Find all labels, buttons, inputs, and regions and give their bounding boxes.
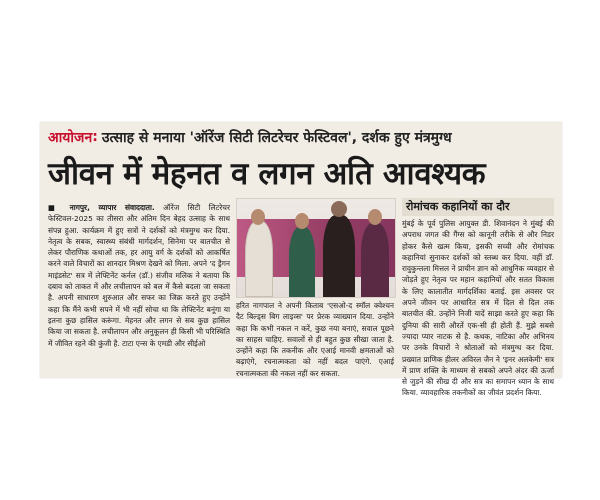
photo-person bbox=[245, 221, 273, 297]
right-column-subheading: रोमांचक कहानियों का दौर bbox=[402, 198, 554, 216]
kicker-label: आयोजन bbox=[48, 129, 93, 146]
photo-person bbox=[289, 227, 315, 297]
right-column bbox=[402, 198, 554, 398]
event-photo bbox=[236, 198, 396, 298]
photo-person-head bbox=[295, 213, 309, 229]
middle-column: हरित नागपाल ने अपनी किताब 'एसओ-द स्मॉल क्वेश्चन दैट बिल्ड्स बिग लाइव्स' पर प्रेरक व्याख्यान दिया. उन्होंने कहा कि कभी नकल न करें, कुछ नया बनाएं, सवाल पूछने का साहस चाहिए. सवालों से ही बहुत कुछ सीखा जाता है. उन्होंने कहा कि तकनीक और एआई मानवी क्षमताओं को बढ़ाएंगे, रचनात्मकता को नहीं बदल पाएंगे. एआई रचनात्मकता की नकल नहीं कर सकता. bbox=[236, 301, 394, 378]
kicker-separator: : bbox=[92, 129, 98, 145]
photo-person-head bbox=[251, 209, 265, 225]
left-column-body: ऑरेंज सिटी लिटरेचर फेस्टिवल-2025 का तीसरा और अंतिम दिन बेहद उत्साह के साथ संपन्न हुआ. कार्यक्रम में हुए सत्रों ने दर्शकों को मंत्रमुग्ध कर दिया. नेतृत्व के सबक, स्वास्थ्य संबंधी मार्गदर्शन, सिनेमा पर बातचीत से लेकर पौराणिक कथाओं तक, हर आयु वर्ग के दर्शकों को आकर्षित करने वाले विचारों का शानदार मिश्रण देखने को मिला. अपने 'द ड्रैगन माइंडसेट' सत्र में लेफ्टिनेंट कर्नल (डॉ.) संजीव मलिक ने बताया कि दबाव को ताकत में और लचीलापन को बल में कैसे बदला जा सकता है. अपनी साधारण शुरुआत और सफर का जिक्र करते हुए उन्होंने कहा कि मैंने कभी सपने में भी नहीं सोचा था कि लेफ्टिनेंट बनूंगा या इतना कुछ हासिल करूंगा. मेहनत और लगन से सब कुछ हासिल किया जा सकता है. लचीलापन और अनुकूलन ही किसी भी परिस्थिति में जीवित रहने की कुंजी है. टाटा एन्स के एमडी और सीईओ bbox=[48, 203, 230, 348]
photo-person bbox=[361, 223, 389, 297]
photo-person-head bbox=[331, 201, 347, 217]
dateline: ■ नागपुर, व्यापार संवाददाता. bbox=[48, 203, 155, 212]
photo-person-head bbox=[368, 209, 382, 225]
right-column-body: मुंबई के पूर्व पुलिस आयुक्त डी. शिवानंदन ने मुंबई की अपराध जगत की गैंग्स को कानूनी तरीके से और निडर होकर कैसे खत्म किया, इसकी सच्ची और रोमांचक कहानियां सुनाकर दर्शकों को स्तब्ध कर दिया. वहीं डॉ. रावुकुन्तला मित्तल ने प्राचीन ज्ञान को आधुनिक व्यवहार से जोड़ते हुए नेतृत्व पर महान कहानियों और सतत विकास के लिए कालातीत मार्गदर्शिका बताई. इस अवसर पर अपने जीवन पर आधारित सत्र में दिल से दिल तक बातचीत की. उन्होंने निजी यादें साझा करते हुए कहा कि दुनिया की सारी औरतें एक-सी ही होती हैं. मुझे सबसे ज्यादा प्यार नाटक से है. कथक, नाटिका और अभिनय पर उनके विचारों ने श्रोताओं को मंत्रमुग्ध कर दिया. प्रख्यात प्राणिक हीलर अविरल जैन ने 'इनर अलकेमी' सत्र में प्राण शक्ति के माध्यम से सबको अपने अंदर की ऊर्जा से जुड़ने की सीख दी और सत्र का समापन ध्यान के साथ किया. व्यावहारिक तकनीकों का जीवंत प्रदर्शन किया. bbox=[402, 219, 554, 398]
newspaper-clipping bbox=[40, 122, 562, 398]
left-column bbox=[48, 202, 230, 374]
photo-person bbox=[323, 215, 355, 297]
headline: जीवन में मेहनत व लगन अति आवश्यक bbox=[48, 156, 486, 192]
kicker-line bbox=[48, 126, 554, 148]
kicker-text: उत्साह से मनाया 'ऑरेंज सिटी लिटरेचर फेस्टिवल', दर्शक हुए मंत्रमुग्ध bbox=[101, 129, 452, 146]
